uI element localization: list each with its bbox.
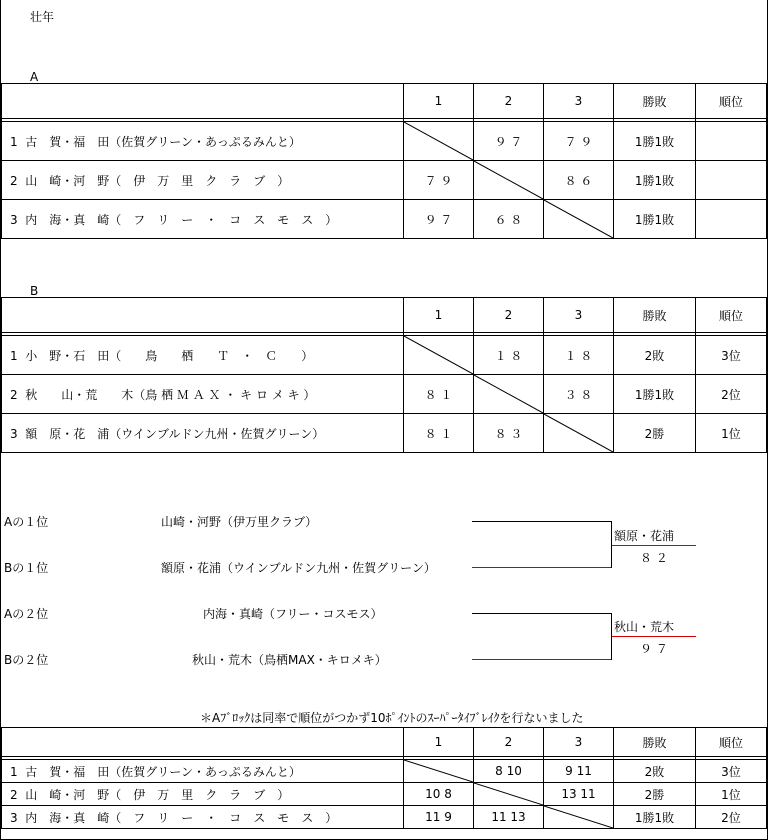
- bracket-line: [472, 521, 612, 522]
- header-blank: [2, 728, 404, 757]
- col-header-winloss: 勝敗: [614, 298, 696, 333]
- diagonal-line: [404, 122, 473, 160]
- score-cell: 10 8: [404, 783, 474, 806]
- table-row: [2, 122, 767, 161]
- block-a-table: [1, 83, 767, 239]
- block-a-label: A: [30, 70, 39, 84]
- table-row: [2, 200, 767, 239]
- col-header-1: 1: [404, 84, 474, 119]
- player-name: 1 古 賀・福 田（佐賀グリーン・あっぷるみんと）: [2, 122, 404, 161]
- diagonal-cell: [474, 161, 544, 200]
- table-row: [2, 806, 767, 829]
- score-cell: 11 13: [474, 806, 544, 829]
- col-header-rank: 順位: [696, 728, 767, 757]
- winloss-cell: 1勝1敗: [614, 806, 696, 829]
- player-name: 1 古 賀・福 田（佐賀グリーン・あっぷるみんと）: [2, 760, 404, 783]
- playoff-2-seed-b-name: 秋山・荒木（鳥栖MAX・キロメキ）: [192, 653, 387, 667]
- diagonal-cell: [474, 375, 544, 414]
- diagonal-cell: [404, 122, 474, 161]
- playoff-2-seed-b-label: Bの２位: [4, 653, 49, 667]
- bracket-line: [472, 567, 612, 568]
- col-header-3: 3: [544, 84, 614, 119]
- rank-cell: 2位: [696, 375, 767, 414]
- header-row: [2, 728, 767, 757]
- playoff-1-seed-b-name: 額原・花浦（ウインブルドン九州・佐賀グリーン）: [161, 561, 436, 575]
- score-cell: ６ ８: [474, 200, 544, 239]
- tiebreak-note: ＊Aﾌﾞﾛｯｸは同率で順位がつかず10ﾎﾟｲﾝﾄのｽｰﾊﾟｰﾀｲﾌﾞﾚｲｸを行ないました: [200, 711, 584, 725]
- playoff-2-score: ９ ７: [640, 642, 668, 656]
- winloss-cell: 2敗: [614, 336, 696, 375]
- rank-cell: [696, 161, 767, 200]
- rank-cell: 2位: [696, 806, 767, 829]
- player-name: 3 内 海・真 崎（ フ リ ー ・ コ ス モ ス ）: [2, 806, 404, 829]
- diagonal-line: [404, 760, 473, 782]
- playoff-1-score: ８ ２: [640, 551, 668, 565]
- table-row: [2, 375, 767, 414]
- diagonal-cell: [544, 806, 614, 829]
- table-row: [2, 336, 767, 375]
- sheet-title: 壮年: [30, 10, 55, 24]
- table-row: [2, 760, 767, 783]
- rank-cell: 3位: [696, 760, 767, 783]
- score-cell: ８ ３: [474, 414, 544, 453]
- diagonal-line: [404, 336, 473, 374]
- col-header-2: 2: [474, 728, 544, 757]
- rank-cell: 1位: [696, 414, 767, 453]
- col-header-rank: 順位: [696, 298, 767, 333]
- playoff-1-seed-a-label: Aの１位: [4, 515, 49, 529]
- score-cell: ７ ９: [544, 122, 614, 161]
- block-b-label: B: [30, 284, 39, 298]
- player-name: 2 秋 山・荒 木（鳥 栖 Ｍ Ａ Ｘ ・ キ ロ メ キ ）: [2, 375, 404, 414]
- winloss-cell: 1勝1敗: [614, 200, 696, 239]
- bracket-line: [612, 636, 696, 637]
- playoff-2-seed-a-name: 内海・真崎（フリー・コスモス）: [203, 607, 383, 621]
- player-name: 2 山 崎・河 野（ 伊 万 里 ク ラ ブ ）: [2, 161, 404, 200]
- score-cell: ３ ８: [544, 375, 614, 414]
- score-cell: １ ８: [544, 336, 614, 375]
- col-header-3: 3: [544, 728, 614, 757]
- score-cell: ８ ６: [544, 161, 614, 200]
- col-header-winloss: 勝敗: [614, 84, 696, 119]
- header-blank: [2, 84, 404, 119]
- score-cell: 11 9: [404, 806, 474, 829]
- diagonal-cell: [544, 414, 614, 453]
- block-b-table: [1, 297, 767, 453]
- col-header-1: 1: [404, 298, 474, 333]
- playoff-2-winner: 秋山・荒木: [614, 620, 675, 634]
- rank-cell: [696, 200, 767, 239]
- score-cell: 8 10: [474, 760, 544, 783]
- score-cell: 9 11: [544, 760, 614, 783]
- bracket-line: [612, 545, 696, 546]
- tiebreak-table: [1, 727, 767, 829]
- winloss-cell: 2勝: [614, 783, 696, 806]
- diagonal-line: [474, 783, 543, 805]
- bracket-line: [472, 613, 612, 614]
- winloss-cell: 1勝1敗: [614, 122, 696, 161]
- player-name: 3 内 海・真 崎（ フ リ ー ・ コ ス モ ス ）: [2, 200, 404, 239]
- score-cell: １ ８: [474, 336, 544, 375]
- score-cell: ９ ７: [474, 122, 544, 161]
- player-name: 2 山 崎・河 野（ 伊 万 里 ク ラ ブ ）: [2, 783, 404, 806]
- col-header-3: 3: [544, 298, 614, 333]
- header-blank: [2, 298, 404, 333]
- bracket-line: [472, 659, 612, 660]
- winloss-cell: 1勝1敗: [614, 161, 696, 200]
- player-name: 1 小 野・石 田（ 鳥 栖 Ｔ ・ Ｃ ）: [2, 336, 404, 375]
- diagonal-line: [544, 414, 613, 452]
- rank-cell: 3位: [696, 336, 767, 375]
- score-cell: ８ １: [404, 375, 474, 414]
- diagonal-cell: [404, 336, 474, 375]
- col-header-2: 2: [474, 84, 544, 119]
- score-cell: ７ ９: [404, 161, 474, 200]
- player-name: 3 額 原・花 浦（ウインブルドン九州・佐賀グリーン）: [2, 414, 404, 453]
- winloss-cell: 2敗: [614, 760, 696, 783]
- diagonal-cell: [544, 200, 614, 239]
- diagonal-line: [544, 200, 613, 238]
- winloss-cell: 1勝1敗: [614, 375, 696, 414]
- score-cell: 13 11: [544, 783, 614, 806]
- diagonal-cell: [474, 783, 544, 806]
- table-row: [2, 161, 767, 200]
- playoff-1-winner: 額原・花浦: [614, 529, 675, 543]
- col-header-1: 1: [404, 728, 474, 757]
- diagonal-line: [544, 806, 613, 828]
- score-cell: ８ １: [404, 414, 474, 453]
- diagonal-line: [474, 375, 543, 413]
- diagonal-cell: [404, 760, 474, 783]
- col-header-2: 2: [474, 298, 544, 333]
- col-header-rank: 順位: [696, 84, 767, 119]
- header-row: [2, 298, 767, 333]
- playoff-1-seed-b-label: Bの１位: [4, 561, 49, 575]
- header-row: [2, 84, 767, 119]
- winloss-cell: 2勝: [614, 414, 696, 453]
- playoff-2-seed-a-label: Aの２位: [4, 607, 49, 621]
- table-row: [2, 414, 767, 453]
- col-header-winloss: 勝敗: [614, 728, 696, 757]
- playoff-1-seed-a-name: 山崎・河野（伊万里クラブ）: [161, 515, 318, 529]
- score-cell: ９ ７: [404, 200, 474, 239]
- diagonal-line: [474, 161, 543, 199]
- rank-cell: 1位: [696, 783, 767, 806]
- rank-cell: [696, 122, 767, 161]
- table-row: [2, 783, 767, 806]
